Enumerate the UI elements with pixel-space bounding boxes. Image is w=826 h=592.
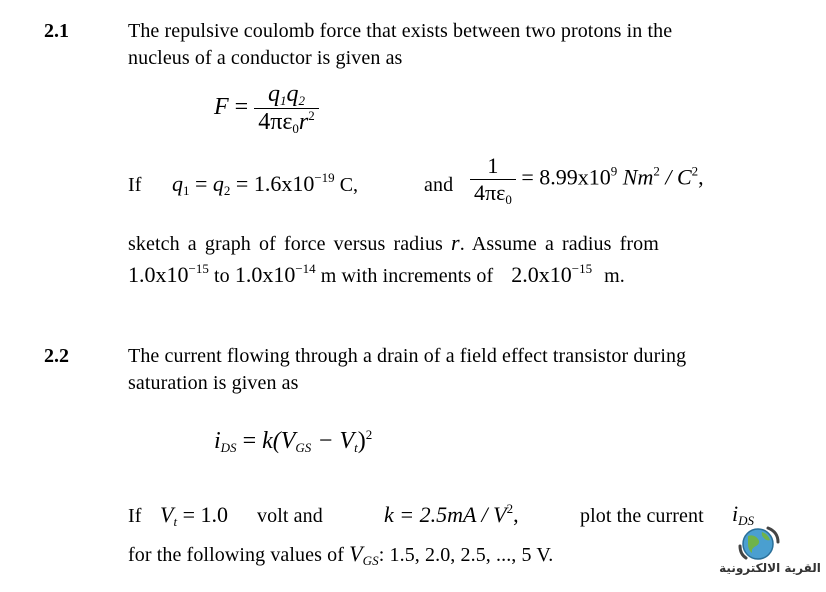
drain-current-formula: $i_{DS} = k(V_{GS} - V_t)^2$ — [214, 426, 373, 455]
coulomb-constant: $\frac{1}{4\pi\varepsilon_0}$ = $8.99x10^9$ $Nm^2 / C^2$, — [470, 153, 704, 206]
formula-numerator: $q_1q_2$ — [267, 81, 305, 108]
problem-text-line: saturation is given as — [128, 372, 299, 394]
formula-operator: = — [234, 94, 249, 121]
watermark-text: القرية الالكترونية — [719, 561, 821, 575]
and-label: and — [424, 174, 454, 196]
plot-instruction: plot the current — [580, 505, 704, 527]
k-constant: $k = 2.5mA / V^2$, — [384, 500, 519, 527]
watermark-logo — [718, 520, 822, 584]
volt-and-label: volt and — [257, 505, 323, 527]
values-line: for the following values of $V_{GS}$: 1.5, 2.0, 2.5, ..., 5 V. — [128, 541, 554, 568]
drain-current-symbol: $i_{DS}$ — [732, 501, 755, 528]
given-label: If — [128, 505, 142, 527]
formula-denominator: $4\pi\varepsilon_0r^2$ — [254, 108, 319, 136]
problem-number: 2.1 — [44, 20, 69, 42]
problem-text-line: The repulsive coulomb force that exists between two protons in the — [128, 20, 673, 42]
given-label: If — [128, 174, 142, 196]
fraction-numerator: 1 — [487, 153, 499, 178]
fraction-denominator: $4\pi\varepsilon_0$ — [470, 179, 516, 206]
instruction-line: sketch a graph of force versus radius r. Assume a radius from — [128, 230, 659, 255]
range-line: $1.0x10^{-15}$ to $1.0x10^{-14}$ m with increments of $2.0x10^{-15}$ m. — [128, 260, 625, 287]
problem-text-line: The current flowing through a drain of a field effect transistor during — [128, 345, 687, 367]
charge-expression: $q_1 = q_2 = 1.6x10^{-19}$ C, — [172, 169, 359, 198]
problem-text-line: nucleus of a conductor is given as — [128, 47, 403, 69]
coulomb-formula — [214, 81, 319, 136]
threshold-voltage: $V_t = 1.0$ — [160, 502, 228, 529]
constant-fraction — [470, 153, 516, 206]
problem-number: 2.2 — [44, 345, 69, 367]
formula-symbol: F — [214, 94, 229, 121]
formula-fraction — [254, 81, 319, 136]
